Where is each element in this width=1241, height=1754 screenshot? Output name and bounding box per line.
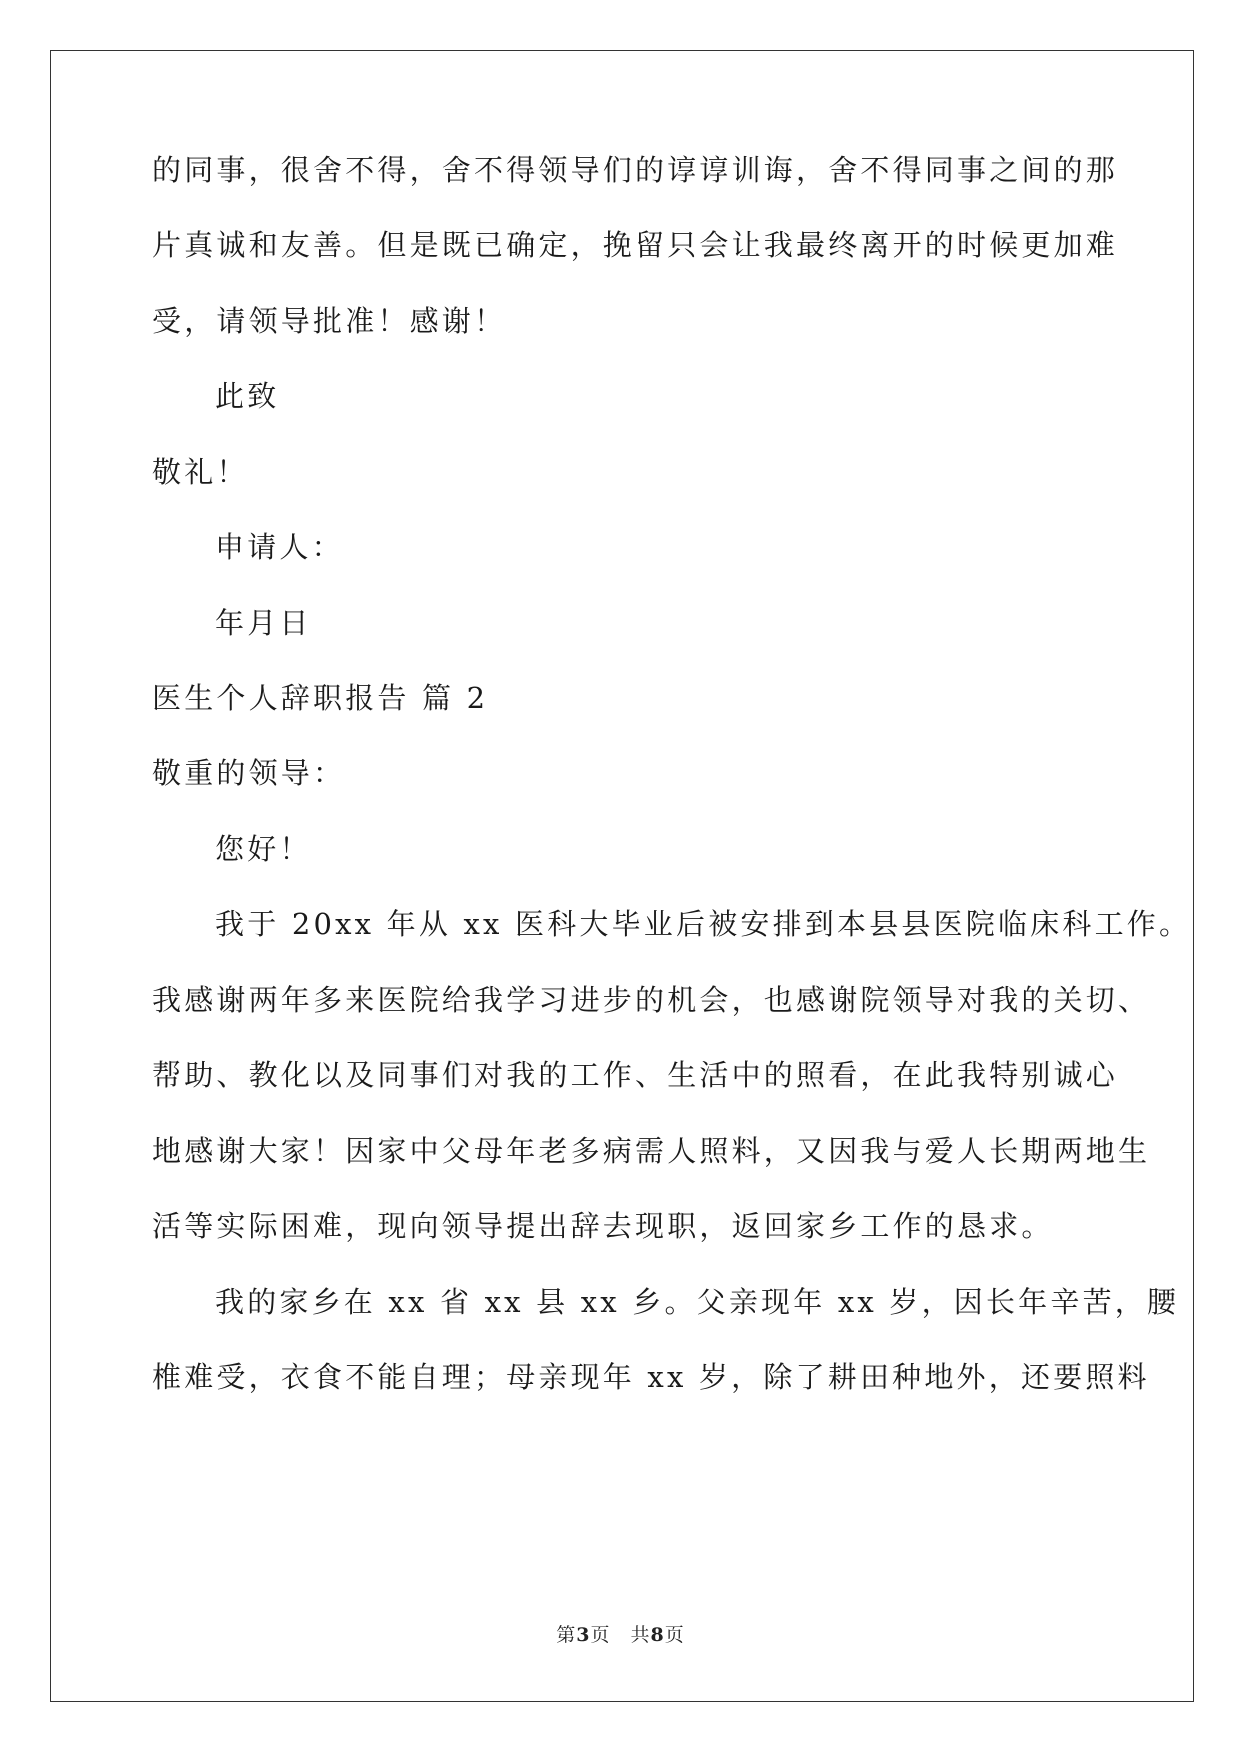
page-border <box>50 50 1194 1702</box>
text-line: 帮助、教化以及同事们对我的工作、生活中的照看，在此我特别诚心 <box>152 1058 1119 1092</box>
text-line: 我于 20xx 年从 xx 医科大毕业后被安排到本县县医院临床科工作。 <box>215 907 1192 941</box>
text-line: 地感谢大家！因家中父母年老多病需人照料，又因我与爱人长期两地生 <box>152 1134 1151 1168</box>
date-label: 年月日 <box>215 606 312 640</box>
text-line: 活等实际困难，现向领导提出辞去现职，返回家乡工作的恳求。 <box>152 1209 1054 1243</box>
greeting-hello: 您好！ <box>215 832 312 866</box>
text-line: 我的家乡在 xx 省 xx 县 xx 乡。父亲现年 xx 岁，因长年辛苦，腰 <box>215 1285 1180 1319</box>
total-pages-number: 8 <box>650 1624 665 1646</box>
current-page-number: 3 <box>576 1624 591 1646</box>
text-line: 椎难受，衣食不能自理；母亲现年 xx 岁，除了耕田种地外，还要照料 <box>152 1360 1150 1394</box>
text-line: 受，请领导批准！感谢！ <box>152 304 507 338</box>
closing-phrase: 此致 <box>215 379 280 413</box>
text-line: 片真诚和友善。但是既已确定，挽留只会让我最终离开的时候更加难 <box>152 228 1119 262</box>
salutation: 敬礼！ <box>152 455 249 489</box>
footer-middle: 页 共 <box>590 1624 651 1646</box>
section-title: 医生个人辞职报告 篇 2 <box>152 681 489 715</box>
text-line: 的同事，很舍不得，舍不得领导们的谆谆训诲，舍不得同事之间的那 <box>152 153 1119 187</box>
text-line: 我感谢两年多来医院给我学习进步的机会，也感谢院领导对我的关切、 <box>152 983 1151 1017</box>
page-footer <box>0 1623 1241 1647</box>
applicant-label: 申请人： <box>215 530 344 564</box>
footer-prefix: 第 <box>556 1624 577 1646</box>
footer-suffix: 页 <box>664 1624 685 1646</box>
greeting: 敬重的领导： <box>152 756 346 790</box>
